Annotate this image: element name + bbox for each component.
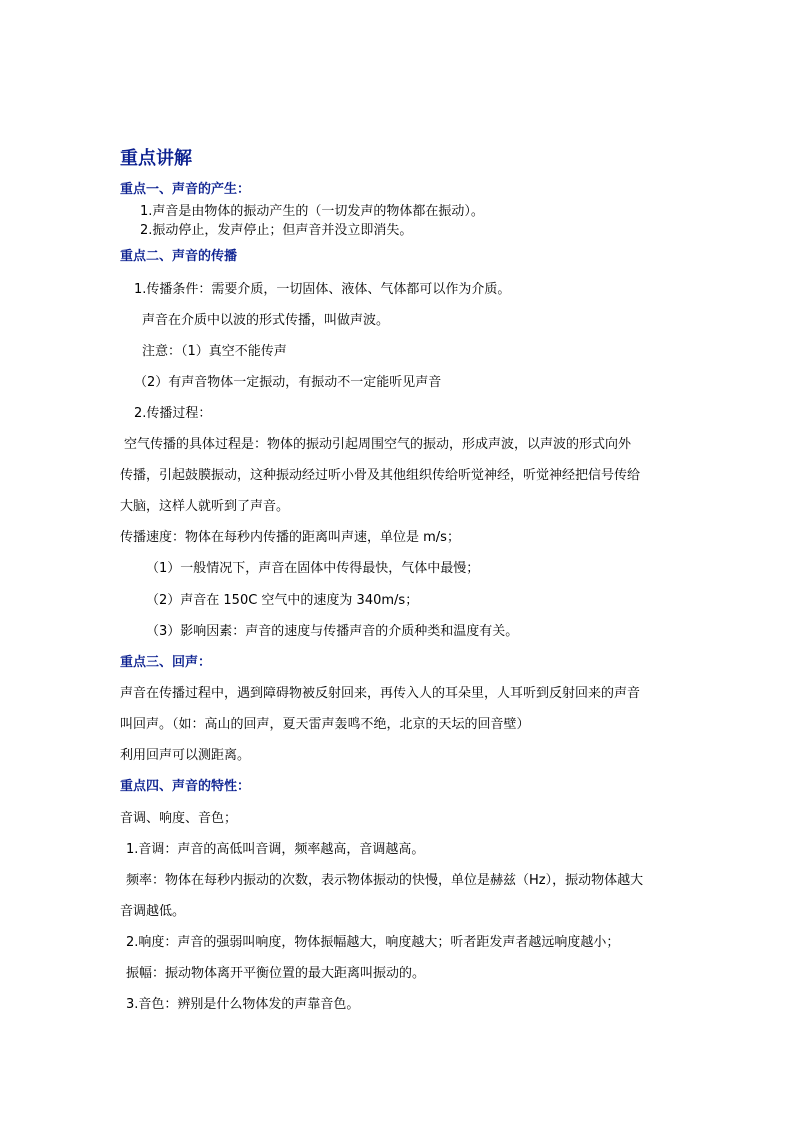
paragraph-line: 注意：（1）真空不能传声 <box>142 344 287 359</box>
paragraph-line: 1.传播条件：需要介质，一切固体、液体、气体都可以作为介质。 <box>134 282 511 297</box>
paragraph-line: 空气传播的具体过程是：物体的振动引起周围空气的振动，形成声波，以声波的形式向外 <box>124 437 632 452</box>
section-heading: 重点四、声音的特性： <box>120 779 251 794</box>
paragraph-line: 音调、响度、音色； <box>120 811 238 826</box>
paragraph-line: 振幅：振动物体离开平衡位置的最大距离叫振动的。 <box>126 966 426 981</box>
paragraph-line: 1.声音是由物体的振动产生的（一切发声的物体都在振动）。 <box>140 204 484 219</box>
paragraph-line: 叫回声。（如：高山的回声，夏天雷声轰鸣不绝，北京的天坛的回音壁） <box>120 717 530 732</box>
paragraph-line: 3.音色：辨别是什么物体发的声靠音色。 <box>126 997 360 1012</box>
paragraph-line: （2）声音在 150C 空气中的速度为 340m/s； <box>146 593 419 608</box>
paragraph-line: 频率：物体在每秒内振动的次数，表示物体振动的快慢，单位是赫兹（Hz），振动物体越大 <box>126 873 644 888</box>
paragraph-line: 声音在介质中以波的形式传播，叫做声波。 <box>142 313 390 328</box>
page-title: 重点讲解 <box>120 148 192 169</box>
paragraph-line: 2.响度：声音的强弱叫响度，物体振幅越大，响度越大；听者距发声者越远响度越小； <box>126 935 620 950</box>
paragraph-line: 大脑，这样人就听到了声音。 <box>120 499 290 514</box>
paragraph-line: （3）影响因素：声音的速度与传播声音的介质种类和温度有关。 <box>146 624 519 639</box>
section-heading: 重点二、声音的传播 <box>120 249 238 264</box>
paragraph-line: 1.音调：声音的高低叫音调，频率越高，音调越高。 <box>126 842 425 857</box>
paragraph-line: 2.传播过程： <box>134 406 212 421</box>
paragraph-line: 音调越低。 <box>120 904 186 919</box>
paragraph-line: 传播，引起鼓膜振动，这种振动经过听小骨及其他组织传给听觉神经，听觉神经把信号传给 <box>120 468 641 483</box>
section-heading: 重点一、声音的产生： <box>120 182 251 197</box>
paragraph-line: （1）一般情况下，声音在固体中传得最快，气体中最慢； <box>146 561 480 576</box>
paragraph-line: 利用回声可以测距离。 <box>120 748 251 763</box>
section-heading: 重点三、回声： <box>120 655 212 670</box>
paragraph-line: 2.振动停止，发声停止；但声音并没立即消失。 <box>140 223 413 238</box>
paragraph-line: （2）有声音物体一定振动，有振动不一定能听见声音 <box>134 375 442 390</box>
paragraph-line: 声音在传播过程中，遇到障碍物被反射回来，再传入人的耳朵里，人耳听到反射回来的声音 <box>120 686 641 701</box>
paragraph-line: 传播速度：物体在每秒内传播的距离叫声速，单位是 m/s； <box>120 530 460 545</box>
